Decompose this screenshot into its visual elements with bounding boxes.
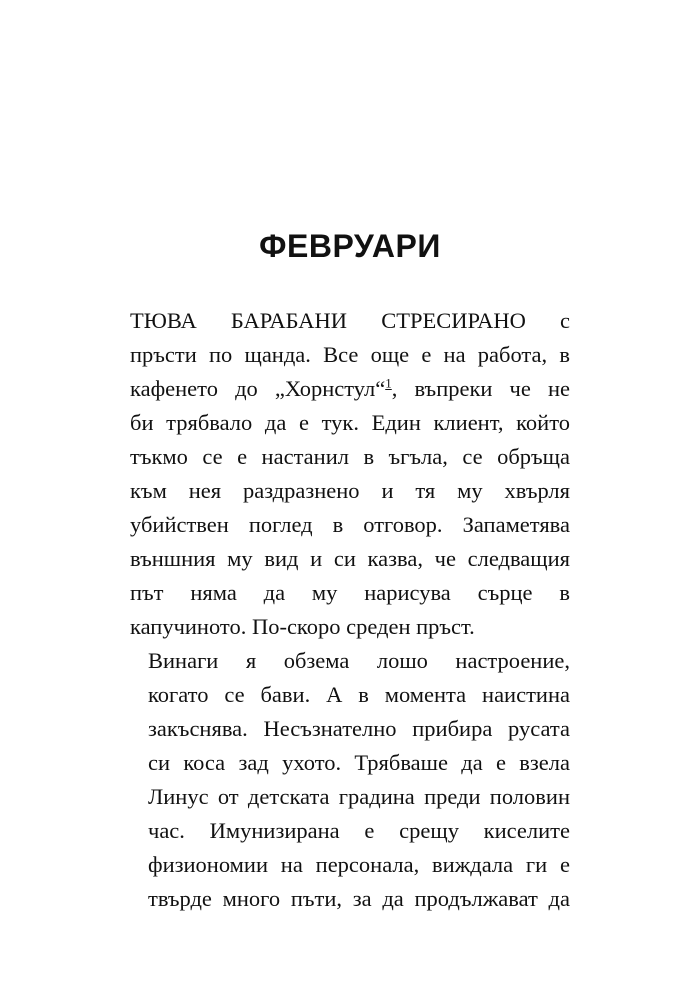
text-line-end: , въпреки че не xyxy=(391,376,570,401)
text-line: към нея раздразнено и тя му хвърля xyxy=(130,478,570,503)
footnote-link[interactable]: 1 xyxy=(385,375,392,391)
text-line: външния му вид и си казва, че следващия xyxy=(130,546,570,571)
text-line: пръсти по щанда. Все още е на работа, в xyxy=(130,342,570,367)
text-line: когато се бави. А в момента наистина xyxy=(148,682,570,707)
text-line: капучиното. По-скоро среден пръст. xyxy=(130,614,475,639)
text-line: час. Имунизирана е срещу киселите xyxy=(148,818,570,843)
text-line: закъснява. Несъзнателно прибира русата xyxy=(148,716,570,741)
text-line: Винаги я обзема лошо настроение, xyxy=(148,648,570,673)
chapter-body xyxy=(130,304,570,916)
text-line: ТЮВА БАРАБАНИ СТРЕСИРАНО с xyxy=(130,308,570,333)
chapter-title: ФЕВРУАРИ xyxy=(259,228,441,264)
text-line: път няма да му нарисува сърце в xyxy=(130,580,570,605)
paragraph-2 xyxy=(130,644,570,916)
text-line-start: кафенето до „Хорнстул“ xyxy=(130,376,386,401)
text-line: би трябвало да е тук. Един клиент, който xyxy=(130,410,570,435)
text-line: твърде много пъти, за да продължават да xyxy=(148,886,570,911)
text-line xyxy=(130,372,570,406)
text-line: физиономии на персонала, виждала ги е xyxy=(148,852,570,877)
text-line: Линус от детската градина преди половин xyxy=(148,784,570,809)
text-line: убийствен поглед в отговор. Запаметява xyxy=(130,512,570,537)
paragraph-1 xyxy=(130,304,570,644)
text-line: си коса зад ухото. Трябваше да е взела xyxy=(148,750,570,775)
text-line: тъкмо се е настанил в ъгъла, се обръща xyxy=(130,444,570,469)
